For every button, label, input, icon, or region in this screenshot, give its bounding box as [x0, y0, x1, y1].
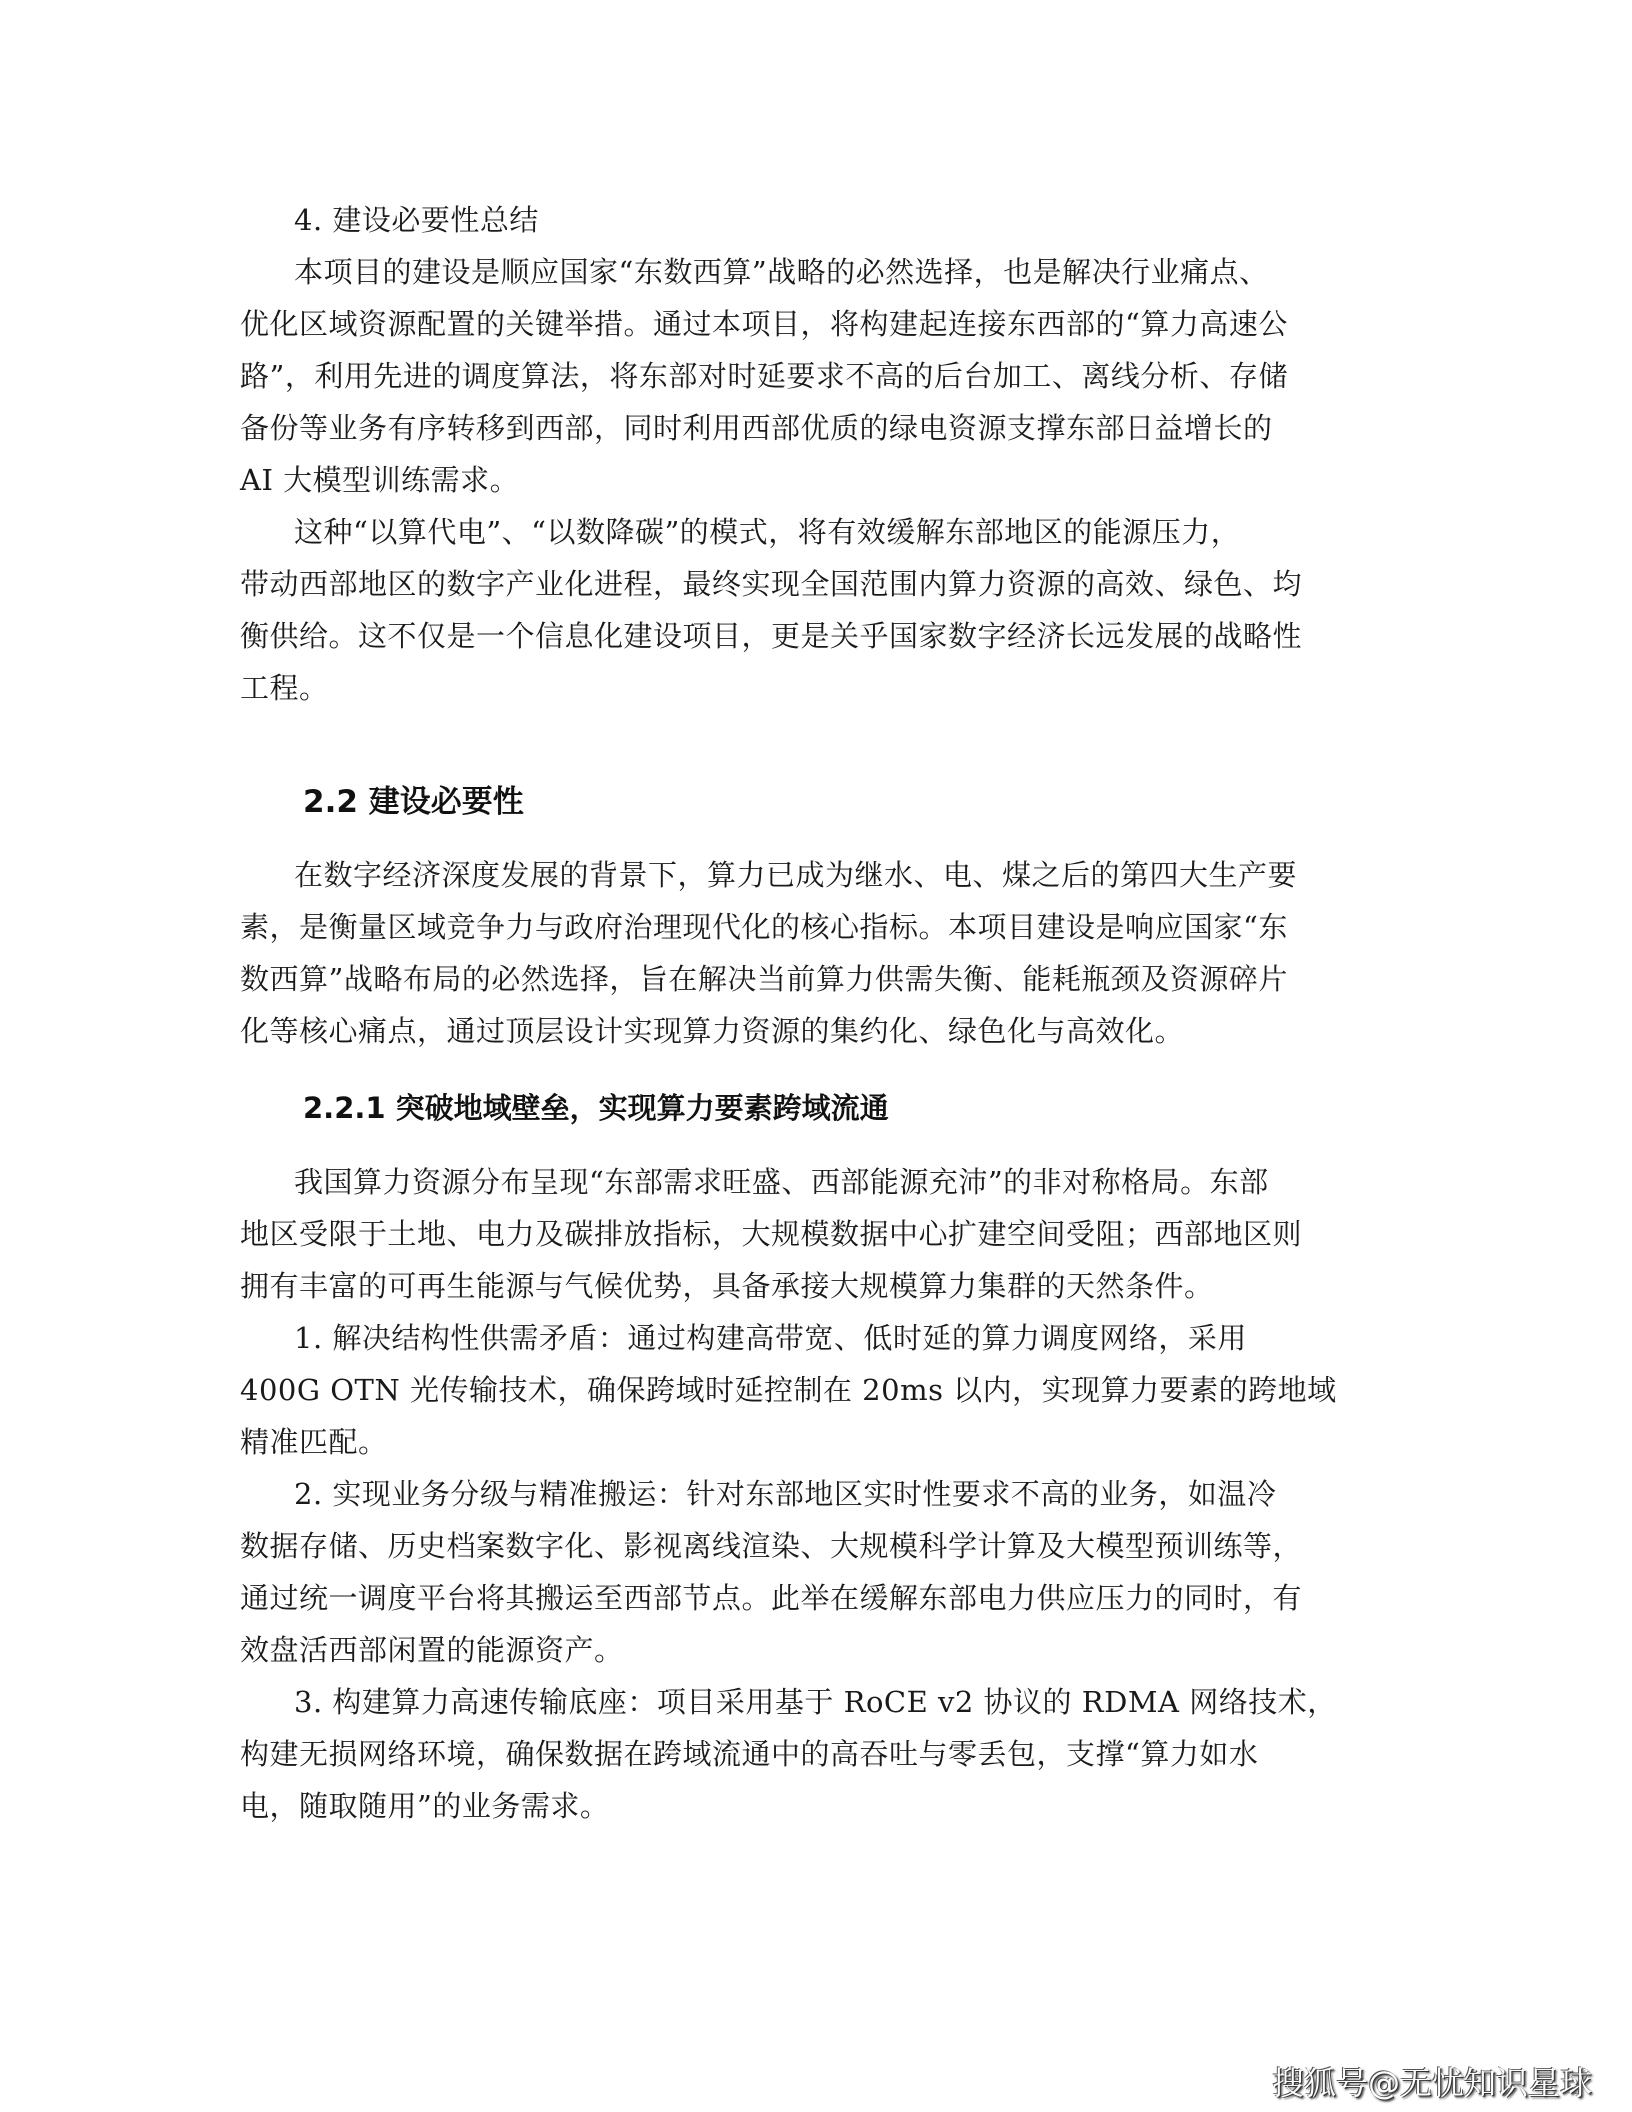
text-line: 3. 构建算力高速传输底座：项目采用基于 RoCE v2 协议的 RDMA 网络技术， — [294, 1685, 1337, 1719]
text-line: 路”，利用先进的调度算法，将东部对时延要求不高的后台加工、离线分析、存储 — [240, 359, 1288, 393]
text-line: 优化区域资源配置的关键举措。通过本项目，将构建起连接东西部的“算力高速公 — [240, 307, 1288, 341]
text-line: 2. 实现业务分级与精准搬运：针对东部地区实时性要求不高的业务，如温冷 — [294, 1477, 1277, 1511]
section-2-2-heading: 2.2 建设必要性 — [303, 784, 524, 820]
text-line: 数据存储、历史档案数字化、影视离线渲染、大规模科学计算及大模型预训练等， — [240, 1529, 1303, 1563]
source-watermark: 搜狐号@无忧知识星球 — [1271, 2064, 1592, 2102]
text-line: 1. 解决结构性供需矛盾：通过构建高带宽、低时延的算力调度网络，采用 — [294, 1321, 1247, 1355]
section-4-heading: 4. 建设必要性总结 — [294, 203, 539, 237]
text-line: 在数字经济深度发展的背景下，算力已成为继水、电、煤之后的第四大生产要 — [294, 858, 1298, 892]
text-line: 精准匹配。 — [240, 1425, 388, 1459]
text-line: 效盘活西部闲置的能源资产。 — [240, 1633, 624, 1667]
text-line: 我国算力资源分布呈现“东部需求旺盛、西部能源充沛”的非对称格局。东部 — [294, 1165, 1269, 1199]
section-2-2-1-heading: 2.2.1 突破地域壁垒，实现算力要素跨域流通 — [303, 1091, 889, 1125]
text-line: 数西算”战略布局的必然选择，旨在解决当前算力供需失衡、能耗瓶颈及资源碎片 — [240, 962, 1288, 996]
text-line: 备份等业务有序转移到西部，同时利用西部优质的绿电资源支撑东部日益增长的 — [240, 411, 1273, 445]
text-line: 构建无损网络环境，确保数据在跨域流通中的高吞吐与零丢包，支撑“算力如水 — [240, 1737, 1259, 1771]
text-line: 化等核心痛点，通过顶层设计实现算力资源的集约化、绿色化与高效化。 — [240, 1014, 1185, 1048]
text-line: 通过统一调度平台将其搬运至西部节点。此举在缓解东部电力供应压力的同时，有 — [240, 1581, 1303, 1615]
text-line: 电，随取随用”的业务需求。 — [240, 1789, 610, 1823]
text-line: 地区受限于土地、电力及碳排放指标，大规模数据中心扩建空间受阻；西部地区则 — [240, 1217, 1303, 1251]
text-line: 工程。 — [240, 671, 329, 705]
text-line: 衡供给。这不仅是一个信息化建设项目，更是关乎国家数字经济长远发展的战略性 — [240, 619, 1303, 653]
text-line: 带动西部地区的数字产业化进程，最终实现全国范围内算力资源的高效、绿色、均 — [240, 567, 1303, 601]
text-line: 素，是衡量区域竞争力与政府治理现代化的核心指标。本项目建设是响应国家“东 — [240, 910, 1288, 944]
text-line: AI 大模型训练需求。 — [240, 463, 520, 497]
text-line: 本项目的建设是顺应国家“东数西算”战略的必然选择，也是解决行业痛点、 — [294, 255, 1269, 289]
text-line: 400G OTN 光传输技术，确保跨域时延控制在 20ms 以内，实现算力要素的跨地域 — [240, 1373, 1337, 1407]
text-line: 拥有丰富的可再生能源与气候优势，具备承接大规模算力集群的天然条件。 — [240, 1269, 1214, 1303]
text-line: 这种“以算代电”、“以数降碳”的模式，将有效缓解东部地区的能源压力， — [294, 515, 1241, 549]
